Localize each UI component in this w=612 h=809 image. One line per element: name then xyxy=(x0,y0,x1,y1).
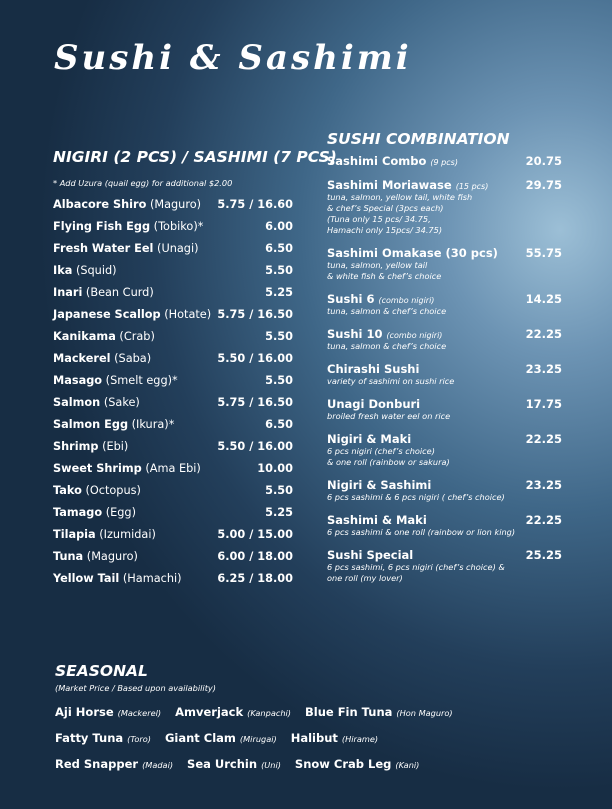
seasonal-item-name: Fatty Tuna xyxy=(55,731,124,745)
item-name-sub: (Hamachi) xyxy=(122,572,182,585)
combo-heading: SUSHI COMBINATION xyxy=(327,130,510,148)
combo-price: 20.75 xyxy=(525,154,562,168)
menu-item xyxy=(53,194,293,216)
item-name-sub: (Octopus) xyxy=(85,484,141,497)
seasonal-item-name: Red Snapper xyxy=(55,757,139,771)
menu-item xyxy=(53,326,293,348)
item-price: 5.50 / 16.00 xyxy=(217,440,293,453)
combo-item xyxy=(327,478,562,503)
item-name-sub: (Egg) xyxy=(105,506,137,519)
item-name xyxy=(53,546,138,568)
combo-description: tuna, salmon & chef’s choice xyxy=(327,341,447,351)
combo-description: variety of sashimi on sushi rice xyxy=(327,376,455,386)
item-price: 5.50 / 16.00 xyxy=(217,352,293,365)
item-name-main: Albacore Shiro xyxy=(53,198,147,211)
item-price: 5.75 / 16.50 xyxy=(217,396,293,409)
combo-name xyxy=(327,513,427,527)
seasonal-item xyxy=(55,731,151,745)
combo-description: tuna, salmon, yellow tail, white fish & chef’s Special (3pcs each) (Tuna only 15 pcs/ 34.75, Hamachi only 15pcs/ 34.75) xyxy=(327,192,473,235)
combo-item xyxy=(327,178,562,236)
item-name-sub: (Crab) xyxy=(119,330,155,343)
combo-name-tag: (9 pcs) xyxy=(430,158,458,167)
combo-item-head xyxy=(327,548,562,562)
seasonal-heading: SEASONAL xyxy=(55,662,148,680)
combo-item-head xyxy=(327,292,562,306)
combo-item xyxy=(327,397,562,422)
combo-item xyxy=(327,292,562,317)
combo-description: tuna, salmon, yellow tail & white fish & chef’s choice xyxy=(327,260,442,281)
menu-item xyxy=(53,568,293,590)
seasonal-item-name: Aji Horse xyxy=(55,705,114,719)
combo-price: 22.25 xyxy=(525,513,562,527)
item-name-main: Salmon Egg xyxy=(53,418,129,431)
seasonal-line xyxy=(55,757,575,771)
page-title: Sushi & Sashimi xyxy=(54,38,412,78)
item-name-sub: (Squid) xyxy=(75,264,117,277)
seasonal-item xyxy=(165,731,277,745)
item-name-main: Tuna xyxy=(53,550,84,563)
seasonal-item-sub: (Uni) xyxy=(261,760,281,770)
item-name-main: Shrimp xyxy=(53,440,99,453)
item-name-main: Kanikama xyxy=(53,330,116,343)
item-name-main: Flying Fish Egg xyxy=(53,220,151,233)
nigiri-heading: NIGIRI (2 PCS) / SASHIMI (7 PCS) xyxy=(53,148,337,166)
combo-name xyxy=(327,154,458,168)
item-price: 6.50 xyxy=(265,418,293,431)
item-name xyxy=(53,370,178,392)
item-name-main: Tilapia xyxy=(53,528,96,541)
item-name xyxy=(53,194,201,216)
menu-item xyxy=(53,392,293,414)
combo-item-head xyxy=(327,362,562,376)
item-name-sub: (Tobiko)* xyxy=(153,220,204,233)
item-price: 5.25 xyxy=(265,286,293,299)
item-name xyxy=(53,348,151,370)
seasonal-item xyxy=(187,757,281,771)
combo-name-main: Sushi Special xyxy=(327,548,414,562)
combo-name-main: Sashimi & Maki xyxy=(327,513,427,527)
item-name-sub: (Ikura)* xyxy=(131,418,175,431)
item-name xyxy=(53,524,156,546)
combo-name-tag: (15 pcs) xyxy=(455,182,489,191)
seasonal-item-sub: (Mirugai) xyxy=(239,734,277,744)
combo-name-main: Nigiri & Maki xyxy=(327,432,412,446)
seasonal-section xyxy=(55,662,575,771)
item-name-sub: (Izumidai) xyxy=(99,528,156,541)
item-price: 6.50 xyxy=(265,242,293,255)
item-price: 5.50 xyxy=(265,374,293,387)
item-price: 6.00 / 18.00 xyxy=(217,550,293,563)
combo-price: 14.25 xyxy=(525,292,562,306)
item-price: 5.50 xyxy=(265,330,293,343)
seasonal-list xyxy=(55,705,575,771)
item-name xyxy=(53,304,211,326)
combo-name-main: Nigiri & Sashimi xyxy=(327,478,432,492)
combo-name xyxy=(327,548,413,562)
combo-description: 6 pcs nigiri (chef’s choice) & one roll (rainbow or sakura) xyxy=(327,446,450,467)
menu-item xyxy=(53,524,293,546)
combo-description: 6 pcs sashimi & 6 pcs nigiri ( chef’s choice) xyxy=(327,492,505,502)
item-price: 5.50 xyxy=(265,264,293,277)
menu-item xyxy=(53,304,293,326)
menu-item xyxy=(53,370,293,392)
combo-section xyxy=(327,130,562,594)
item-name xyxy=(53,502,136,524)
combo-price: 29.75 xyxy=(525,178,562,192)
item-name-sub: (Maguro) xyxy=(86,550,138,563)
combo-item-head xyxy=(327,478,562,492)
combo-price: 22.25 xyxy=(525,327,562,341)
item-name-main: Japanese Scallop xyxy=(53,308,161,321)
combo-item xyxy=(327,513,562,538)
seasonal-item xyxy=(55,757,173,771)
seasonal-item-name: Amverjack xyxy=(175,705,244,719)
item-name xyxy=(53,238,199,260)
combo-item-head xyxy=(327,154,562,168)
item-name-sub: (Hotate) xyxy=(164,308,212,321)
combo-name xyxy=(327,432,411,446)
item-name-main: Mackerel xyxy=(53,352,111,365)
combo-item-head xyxy=(327,327,562,341)
seasonal-item-name: Snow Crab Leg xyxy=(294,757,392,771)
seasonal-line xyxy=(55,731,575,745)
combo-name xyxy=(327,327,442,341)
menu-item xyxy=(53,480,293,502)
item-name-main: Sweet Shrimp xyxy=(53,462,142,475)
item-price: 6.00 xyxy=(265,220,293,233)
item-name xyxy=(53,392,140,414)
item-name-sub: (Bean Curd) xyxy=(85,286,154,299)
item-name-sub: (Ebi) xyxy=(102,440,129,453)
menu-item xyxy=(53,546,293,568)
item-name xyxy=(53,326,155,348)
combo-description: 6 pcs sashimi & one roll (rainbow or lion king) xyxy=(327,527,516,537)
item-name-sub: (Ama Ebi) xyxy=(145,462,201,475)
combo-list xyxy=(327,154,562,584)
item-name xyxy=(53,216,203,238)
menu-item xyxy=(53,502,293,524)
item-name xyxy=(53,458,201,480)
item-name xyxy=(53,480,141,502)
menu-item xyxy=(53,458,293,480)
combo-name xyxy=(327,397,420,411)
menu-item xyxy=(53,348,293,370)
nigiri-section xyxy=(53,148,337,590)
combo-item-head xyxy=(327,246,562,260)
menu-item xyxy=(53,282,293,304)
item-name xyxy=(53,282,154,304)
item-name-main: Ika xyxy=(53,264,73,277)
combo-price: 55.75 xyxy=(525,246,562,260)
item-name-sub: (Smelt egg)* xyxy=(105,374,178,387)
item-name-sub: (Saba) xyxy=(114,352,152,365)
seasonal-item-name: Blue Fin Tuna xyxy=(305,705,393,719)
item-name-main: Fresh Water Eel xyxy=(53,242,154,255)
seasonal-line xyxy=(55,705,575,719)
item-name-sub: (Unagi) xyxy=(157,242,199,255)
seasonal-item-name: Sea Urchin xyxy=(187,757,258,771)
combo-description: tuna, salmon & chef’s choice xyxy=(327,306,447,316)
combo-name-main: Unagi Donburi xyxy=(327,397,421,411)
seasonal-item xyxy=(291,731,378,745)
item-price: 5.75 / 16.50 xyxy=(217,308,293,321)
seasonal-item-sub: (Hon Maguro) xyxy=(396,708,453,718)
seasonal-item xyxy=(295,757,419,771)
combo-name xyxy=(327,246,498,260)
menu-item xyxy=(53,436,293,458)
combo-name-main: Sushi 6 xyxy=(327,292,375,306)
menu-item xyxy=(53,414,293,436)
item-name-main: Masago xyxy=(53,374,103,387)
combo-price: 23.25 xyxy=(525,362,562,376)
seasonal-item-sub: (Toro) xyxy=(127,734,151,744)
combo-description: 6 pcs sashimi, 6 pcs nigiri (chef’s choice) & one roll (my lover) xyxy=(327,562,505,583)
item-name xyxy=(53,260,117,282)
item-price: 6.25 / 18.00 xyxy=(217,572,293,585)
item-price: 5.50 xyxy=(265,484,293,497)
combo-price: 17.75 xyxy=(525,397,562,411)
menu-item xyxy=(53,216,293,238)
combo-name xyxy=(327,292,434,306)
combo-price: 23.25 xyxy=(525,478,562,492)
seasonal-item xyxy=(305,705,453,719)
seasonal-item-sub: (Hirame) xyxy=(341,734,379,744)
item-name-main: Salmon xyxy=(53,396,101,409)
combo-item-head xyxy=(327,397,562,411)
seasonal-note: (Market Price / Based upon availability) xyxy=(55,683,216,693)
combo-name xyxy=(327,362,419,376)
combo-name xyxy=(327,478,431,492)
seasonal-item xyxy=(55,705,161,719)
combo-item-head xyxy=(327,432,562,446)
item-name-main: Tamago xyxy=(53,506,103,519)
quail-egg-note: * Add Uzura (quail egg) for additional $2.00 xyxy=(53,178,233,188)
seasonal-item xyxy=(175,705,291,719)
combo-item xyxy=(327,362,562,387)
combo-description: broiled fresh water eel on rice xyxy=(327,411,451,421)
combo-price: 22.25 xyxy=(525,432,562,446)
combo-name-main: Chirashi Sushi xyxy=(327,362,420,376)
seasonal-item-sub: (Kani) xyxy=(395,760,420,770)
seasonal-item-sub: (Madai) xyxy=(142,760,174,770)
combo-item xyxy=(327,327,562,352)
combo-name xyxy=(327,178,488,192)
item-price: 5.00 / 15.00 xyxy=(217,528,293,541)
item-name-main: Yellow Tail xyxy=(53,572,120,585)
combo-name-main: Sushi 10 xyxy=(327,327,383,341)
menu-item xyxy=(53,260,293,282)
item-name-sub: (Sake) xyxy=(103,396,140,409)
combo-name-tag: (combo nigiri) xyxy=(378,296,435,305)
combo-name-main: Sashimi Combo xyxy=(327,154,427,168)
item-name xyxy=(53,436,128,458)
nigiri-list xyxy=(53,194,293,590)
combo-item-head xyxy=(327,513,562,527)
seasonal-item-name: Giant Clam xyxy=(164,731,236,745)
combo-price: 25.25 xyxy=(525,548,562,562)
item-name-main: Tako xyxy=(53,484,82,497)
combo-item xyxy=(327,246,562,282)
combo-item xyxy=(327,154,562,168)
seasonal-item-sub: (Mackerel) xyxy=(117,708,162,718)
combo-item xyxy=(327,432,562,468)
combo-item-head xyxy=(327,178,562,192)
menu-item xyxy=(53,238,293,260)
seasonal-item-sub: (Kanpachi) xyxy=(247,708,291,718)
combo-item xyxy=(327,548,562,584)
seasonal-item-name: Halibut xyxy=(290,731,338,745)
item-price: 10.00 xyxy=(257,462,293,475)
item-name-sub: (Maguro) xyxy=(149,198,202,211)
item-price: 5.25 xyxy=(265,506,293,519)
combo-name-tag: (combo nigiri) xyxy=(386,331,443,340)
item-name xyxy=(53,414,174,436)
combo-name-main: Sashimi Moriawase xyxy=(327,178,452,192)
combo-name-main: Sashimi Omakase (30 pcs) xyxy=(327,246,498,260)
item-name xyxy=(53,568,182,590)
item-name-main: Inari xyxy=(53,286,83,299)
item-price: 5.75 / 16.60 xyxy=(217,198,293,211)
